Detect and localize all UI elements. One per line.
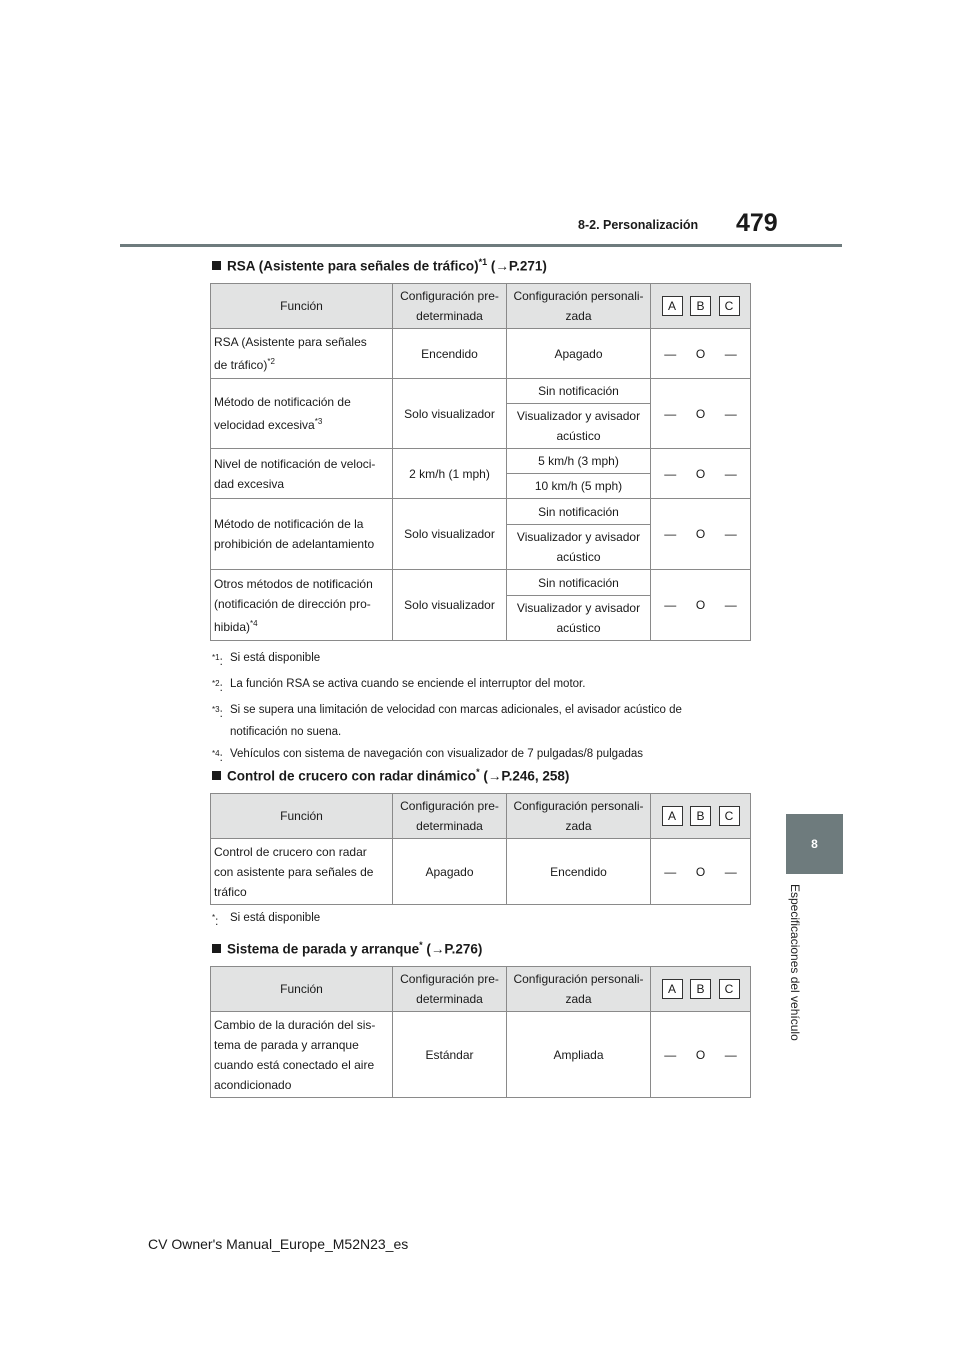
chapter-number: 8 (811, 837, 818, 851)
rsa-footnotes (212, 647, 682, 768)
header-default: Configuración pre- determinada (393, 794, 507, 839)
bullet-square-icon (212, 944, 221, 953)
section-title-rsa: RSA (Asistente para señales de tráfico)$^{*1}$ (→P.271) (212, 257, 547, 274)
chapter-tab (786, 814, 843, 874)
function-cell: Nivel de notificación de veloci- dad excesiva (211, 449, 393, 499)
bullet-square-icon (212, 261, 221, 270)
header-function: Función (211, 284, 393, 329)
default-cell: Apagado (393, 839, 507, 905)
table-header-row (211, 284, 751, 329)
footnote: $^{*2}$: La función RSA se activa cuando se enciende el interruptor del motor. (212, 677, 586, 694)
custom-cell: Visualizador y avisador acústico (507, 525, 651, 570)
table-row (211, 329, 751, 379)
header-custom: Configuración personali- zada (507, 967, 651, 1012)
function-cell: Cambio de la duración del sis- tema de parada y arranque cuando está conectado el aire acondicionado (211, 1012, 393, 1098)
label-a: A (662, 979, 683, 999)
table-header-row (211, 794, 751, 839)
custom-cell: 5 km/h (3 mph) (507, 449, 651, 474)
table-row (211, 1012, 751, 1098)
custom-cell: Sin notificación (507, 499, 651, 525)
custom-cell: Apagado (507, 329, 651, 379)
bullet-square-icon (212, 771, 221, 780)
header-custom: Configuración personali- zada (507, 794, 651, 839)
rsa-table (210, 283, 751, 641)
header-function: Función (211, 967, 393, 1012)
function-cell: Método de notificación de velocidad excesiva$^{*3}$ (211, 379, 393, 449)
footnote: *: Si está disponible (212, 912, 321, 928)
label-a: A (662, 806, 683, 826)
custom-cell: Visualizador y avisador acústico (507, 596, 651, 641)
table-row (211, 449, 751, 474)
default-cell: 2 km/h (1 mph) (393, 449, 507, 499)
document-footer: CV Owner's Manual_Europe_M52N23_es (148, 1236, 409, 1252)
abc-cell: — O — (651, 499, 751, 570)
label-b: B (690, 806, 711, 826)
custom-cell: Sin notificación (507, 379, 651, 404)
footnote: $^{*1}$: Si está disponible (212, 652, 321, 668)
label-c: C (719, 806, 740, 826)
label-b: B (690, 296, 711, 316)
default-cell: Solo visualizador (393, 570, 507, 641)
table-row (211, 839, 751, 905)
header-abc (651, 794, 751, 839)
function-cell: RSA (Asistente para señales de tráfico)$^{*2}$ (211, 329, 393, 379)
section-title-stop-start: Sistema de parada y arranque* (→P.276) (212, 940, 482, 957)
section-title-acc: Control de crucero con radar dinámico* (→P.246, 258) (212, 767, 569, 784)
abc-cell: — O — (651, 449, 751, 499)
header-rule (120, 244, 842, 247)
default-cell: Solo visualizador (393, 499, 507, 570)
header-function: Función (211, 794, 393, 839)
acc-table (210, 793, 751, 905)
header-custom: Configuración personali- zada (507, 284, 651, 329)
default-cell: Estándar (393, 1012, 507, 1098)
label-b: B (690, 979, 711, 999)
custom-cell: Visualizador y avisador acústico (507, 404, 651, 449)
custom-cell: Sin notificación (507, 570, 651, 596)
chapter-label: Especificaciones del vehículo (788, 884, 802, 1041)
abc-cell: — O — (651, 1012, 751, 1098)
function-cell: Otros métodos de notificación (notificación de dirección pro- hibida)$^{*4}$ (211, 570, 393, 641)
custom-cell: Ampliada (507, 1012, 651, 1098)
header-default: Configuración pre- determinada (393, 967, 507, 1012)
function-cell: Método de notificación de la prohibición de adelantamiento (211, 499, 393, 570)
footnote: $^{*3}$: Si se supera una limitación de velocidad con marcas adicionales, el avisador acústico de notificación no suena. (212, 703, 682, 738)
header-abc (651, 284, 751, 329)
function-cell: Control de crucero con radar con asistente para señales de tráfico (211, 839, 393, 905)
table-row (211, 570, 751, 596)
default-cell: Solo visualizador (393, 379, 507, 449)
running-header-section: 8-2. Personalización (578, 218, 699, 232)
label-c: C (719, 296, 740, 316)
table-header-row (211, 967, 751, 1012)
stop-start-table (210, 966, 751, 1098)
acc-footnote (212, 907, 320, 933)
footnote: $^{*4}$: Vehículos con sistema de navegación con visualizador de 7 pulgadas/8 pulgadas (212, 747, 644, 764)
header-default: Configuración pre- determinada (393, 284, 507, 329)
custom-cell: 10 km/h (5 mph) (507, 474, 651, 499)
abc-cell: — O — (651, 839, 751, 905)
abc-cell: — O — (651, 570, 751, 641)
label-c: C (719, 979, 740, 999)
header-abc (651, 967, 751, 1012)
table-row (211, 379, 751, 404)
abc-cell: — O — (651, 379, 751, 449)
page-number: 479 (736, 209, 778, 237)
abc-cell: — O — (651, 329, 751, 379)
default-cell: Encendido (393, 329, 507, 379)
label-a: A (662, 296, 683, 316)
custom-cell: Encendido (507, 839, 651, 905)
table-row (211, 499, 751, 525)
